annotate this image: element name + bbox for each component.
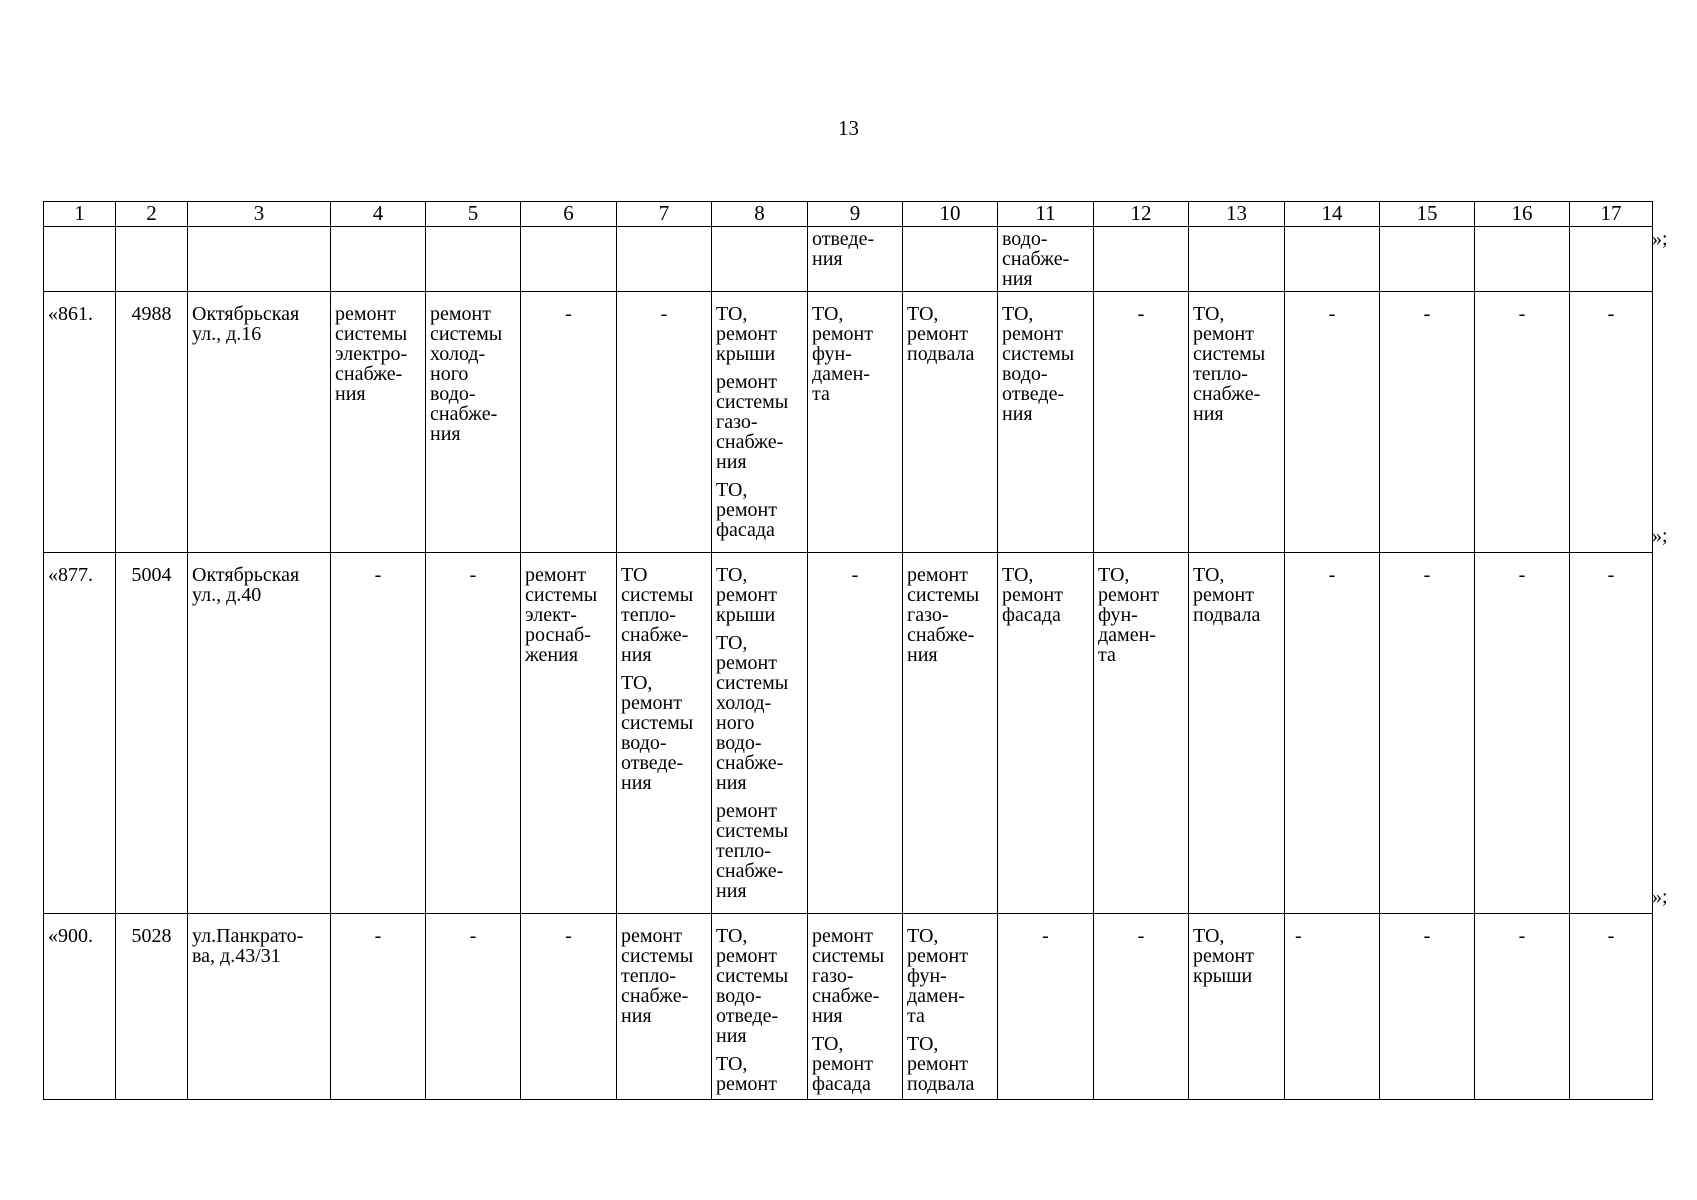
- object-code: 5004: [116, 553, 188, 914]
- table-cell: ТО, ремонт крыши: [1189, 914, 1285, 1100]
- table-cell: ремонт системы электро- снабже- ния: [331, 292, 426, 553]
- object-code: 5028: [116, 914, 188, 1100]
- table-cell: [1094, 227, 1189, 292]
- table-cell: -: [331, 553, 426, 914]
- table-cell: -: [1475, 553, 1570, 914]
- table-cell: -: [1285, 914, 1380, 1100]
- column-header: 2: [116, 202, 188, 227]
- column-header: 3: [188, 202, 331, 227]
- column-header: 8: [712, 202, 808, 227]
- table-cell: -: [1570, 553, 1653, 914]
- table-cell: -: [426, 914, 521, 1100]
- column-header: 12: [1094, 202, 1189, 227]
- table-cell: -: [1094, 292, 1189, 553]
- table-cell: [1285, 227, 1380, 292]
- closing-quote-mark: »;: [1652, 525, 1668, 547]
- page-number: 13: [838, 116, 859, 140]
- table-cell: [998, 227, 1094, 292]
- column-header: 10: [903, 202, 998, 227]
- table-cell: -: [1475, 292, 1570, 553]
- object-code: 4988: [116, 292, 188, 553]
- row-number: «877.: [44, 553, 116, 914]
- address-cell: ул.Панкрато- ва, д.43/31: [188, 914, 331, 1100]
- table-cell: ТО, ремонт крыши ремонт системы газо- снабже- ния ТО, ремонт фасада: [712, 292, 808, 553]
- table-cell: -: [1570, 292, 1653, 553]
- table-cell: -: [1475, 914, 1570, 1100]
- table-cell: [903, 227, 998, 292]
- table-cell: -: [1285, 553, 1380, 914]
- address-cell: Октябрьская ул., д.40: [188, 553, 331, 914]
- table-cell: ТО, ремонт подвала: [1189, 553, 1285, 914]
- table-header-row: [44, 202, 1653, 227]
- table-cell: ТО, ремонт фун- дамен- та ТО, ремонт подвала: [903, 914, 998, 1100]
- table-cell: -: [1570, 914, 1653, 1100]
- table-cell: ТО, ремонт системы тепло- снабже- ния: [1189, 292, 1285, 553]
- table-row: [44, 553, 1653, 914]
- table-cell: [188, 227, 331, 292]
- table-cell: ТО, ремонт фун- дамен- та: [808, 292, 903, 553]
- column-header: 4: [331, 202, 426, 227]
- column-header: 15: [1380, 202, 1475, 227]
- table-cell: [116, 227, 188, 292]
- table-cell: [617, 227, 712, 292]
- table-cell: [808, 227, 903, 292]
- table-cell: ремонт системы холод- ного водо- снабже- ния: [426, 292, 521, 553]
- table-cell: [1189, 227, 1285, 292]
- table-row: [44, 292, 1653, 553]
- table-cell: [44, 227, 116, 292]
- table-cell: -: [331, 914, 426, 1100]
- table-cell: [1380, 227, 1475, 292]
- cell-text: отведе- ния: [812, 228, 875, 270]
- table-cell: ремонт системы элект- роснаб- жения: [521, 553, 617, 914]
- column-header: 5: [426, 202, 521, 227]
- table-cell: ремонт системы тепло- снабже- ния: [617, 914, 712, 1100]
- table-cell: -: [617, 292, 712, 553]
- table-cell: -: [998, 914, 1094, 1100]
- table-cell: [1475, 227, 1570, 292]
- table-cell: -: [1380, 914, 1475, 1100]
- table-cell: ТО, ремонт подвала: [903, 292, 998, 553]
- table-cell: -: [1285, 292, 1380, 553]
- works-table: [43, 201, 1653, 1100]
- table-cell: -: [521, 914, 617, 1100]
- column-header: 14: [1285, 202, 1380, 227]
- column-header: 16: [1475, 202, 1570, 227]
- table-cell: -: [521, 292, 617, 553]
- column-header: 6: [521, 202, 617, 227]
- cell-text: водо- снабже- ния: [1002, 228, 1070, 290]
- table-cell: ТО, ремонт системы водо- отведе- ния ТО, ремонт: [712, 914, 808, 1100]
- table-cell: ТО, ремонт системы водо- отведе- ния: [998, 292, 1094, 553]
- table-cell: -: [426, 553, 521, 914]
- table-cell: ремонт системы газо- снабже- ния ТО, ремонт фасада: [808, 914, 903, 1100]
- table-cell: [712, 227, 808, 292]
- column-header: 9: [808, 202, 903, 227]
- table-cell: -: [1380, 553, 1475, 914]
- table-cell: [1570, 227, 1653, 292]
- column-header: 11: [998, 202, 1094, 227]
- table-cell: [426, 227, 521, 292]
- table-cell: [331, 227, 426, 292]
- table-cell: ремонт системы газо- снабже- ния: [903, 553, 998, 914]
- row-number: «861.: [44, 292, 116, 553]
- column-header: 1: [44, 202, 116, 227]
- table-cell: ТО, ремонт фун- дамен- та: [1094, 553, 1189, 914]
- table-cell: ТО, ремонт крыши ТО, ремонт системы холод- ного водо- снабже- ния ремонт системы тепло- снабже- ния: [712, 553, 808, 914]
- table-cell: -: [808, 553, 903, 914]
- column-header: 17: [1570, 202, 1653, 227]
- continuation-row: [44, 227, 1653, 292]
- table-cell: -: [1094, 914, 1189, 1100]
- table-row: [44, 914, 1653, 1100]
- address-cell: Октябрьская ул., д.16: [188, 292, 331, 553]
- column-header: 13: [1189, 202, 1285, 227]
- row-number: «900.: [44, 914, 116, 1100]
- column-header: 7: [617, 202, 712, 227]
- table-cell: ТО системы тепло- снабже- ния ТО, ремонт системы водо- отведе- ния: [617, 553, 712, 914]
- closing-quote-mark: »;: [1652, 886, 1668, 908]
- table-cell: ТО, ремонт фасада: [998, 553, 1094, 914]
- table-cell: [521, 227, 617, 292]
- table-cell: -: [1380, 292, 1475, 553]
- closing-quote-mark: »;: [1652, 228, 1668, 250]
